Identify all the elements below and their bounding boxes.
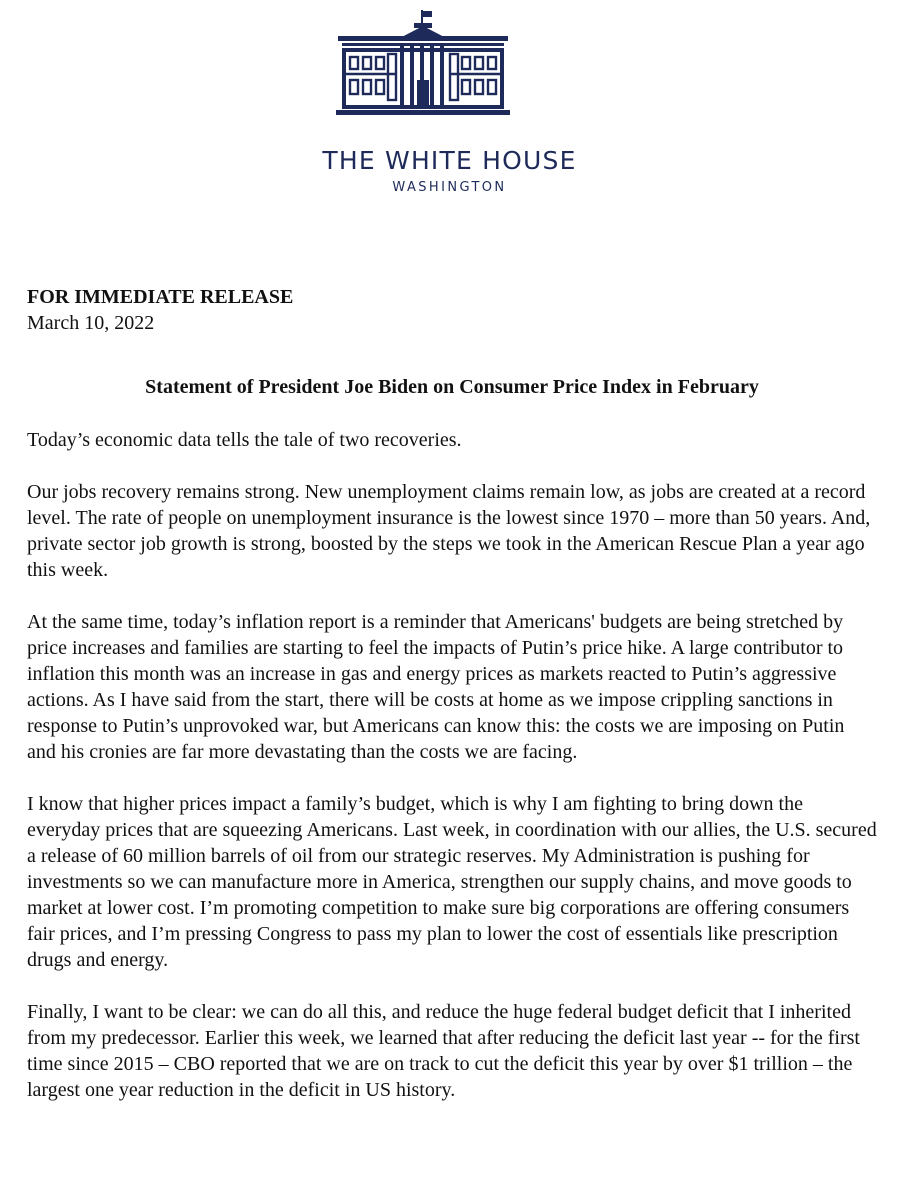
statement-paragraph: At the same time, today’s inflation report is a reminder that Americans' budgets are being stretched by price increases and families are starting to feel the impacts of Putin’s price hike. A large contributor to inflation this month was an increase in gas and energy prices as markets reacted to Putin’s aggressive actions. As I have said from the start, there will be costs at home as we impose crippling sanctions in response to Putin’s unprovoked war, but Americans can know this: the costs we are imposing on Putin and his cronies are far more devastating than the costs we are facing. [27, 611, 845, 763]
statement-title: Statement of President Joe Biden on Consumer Price Index in February [145, 376, 759, 398]
organization-city: WASHINGTON [392, 180, 507, 195]
organization-name: THE WHITE HOUSE [322, 146, 577, 175]
statement-paragraph: Our jobs recovery remains strong. New unemployment claims remain low, as jobs are created at a record level. The rate of people on unemployment insurance is the lowest since 1970 – more than 50 years. And, private sector job growth is strong, boosted by the steps we took in the American Rescue Plan a year ago this week. [27, 481, 871, 581]
statement-paragraph: I know that higher prices impact a family’s budget, which is why I am fighting to bring down the everyday prices that are squeezing Americans. Last week, in coordination with our allies, the U.S. secured a release of 60 million barrels of oil from our strategic reserves. My Administration is pushing for investments so we can manufacture more in America, strengthen our supply chains, and move goods to market at lower cost. I’m promoting competition to make sure big corporations are offering consumers fair prices, and I’m pressing Congress to pass my plan to lower the cost of essentials like prescription drugs and energy. [27, 793, 877, 971]
press-release-body [27, 284, 877, 1103]
letterhead [0, 0, 899, 230]
statement-paragraph: Today’s economic data tells the tale of two recoveries. [27, 429, 462, 451]
white-house-building-icon [334, 10, 512, 120]
statement-paragraph: Finally, I want to be clear: we can do all this, and reduce the huge federal budget deficit that I inherited from my predecessor. Earlier this week, we learned that after reducing the deficit last year -- for the first time since 2015 – CBO reported that we are on track to cut the deficit this year by over $1 trillion – the largest one year reduction in the deficit in US history. [27, 1001, 860, 1101]
release-label: FOR IMMEDIATE RELEASE [27, 286, 294, 308]
release-date: March 10, 2022 [27, 312, 155, 334]
